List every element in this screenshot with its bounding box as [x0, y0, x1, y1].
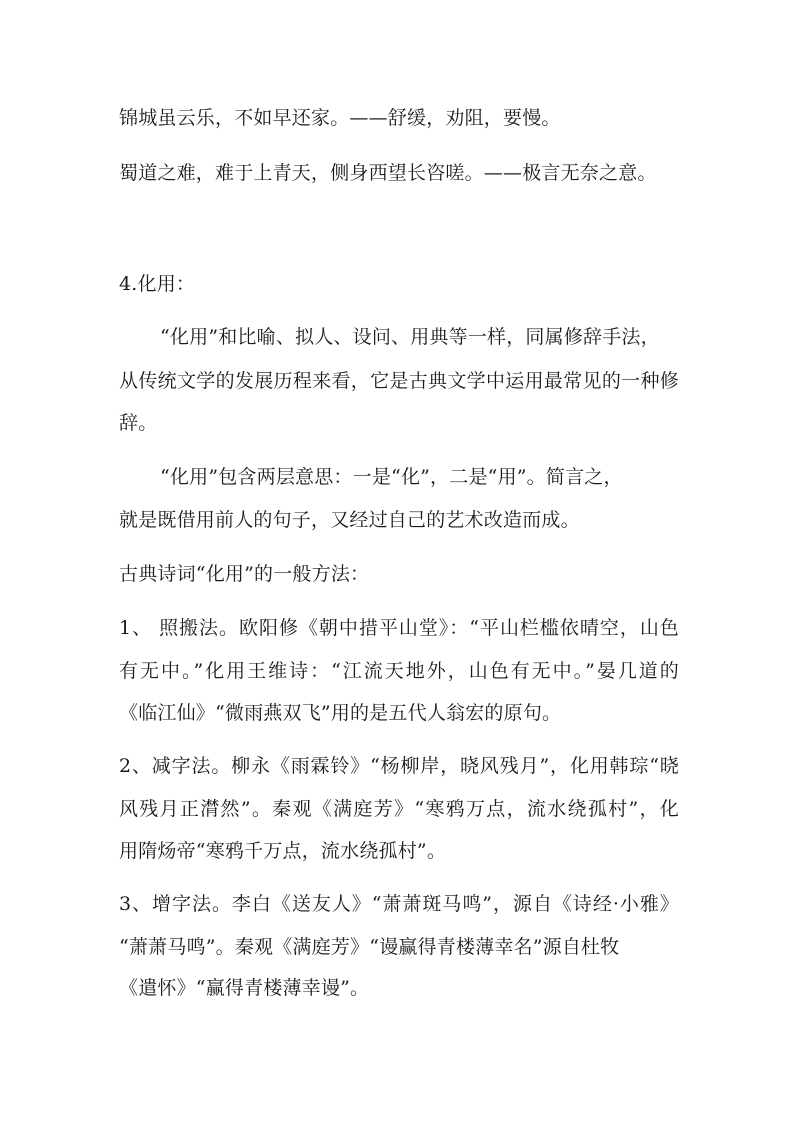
list-item-line: “萧萧马鸣”。秦观《满庭芳》“谩赢得青楼薄幸名”源自杜牧	[119, 936, 620, 958]
list-item-line: 《遣怀》“赢得青楼薄幸谩”。	[119, 977, 370, 999]
list-item-line: 风残月正潸然”。秦观《满庭芳》“寒鸦万点，流水绕孤村”，化	[119, 798, 679, 820]
paragraph-line: “化用”包含两层意思：一是“化”，二是“用”。简言之，	[160, 466, 623, 488]
list-item-line: 3、增字法。李白《送友人》“萧萧斑马鸣”，源自《诗经·小雅》	[119, 893, 679, 915]
text-line: 锦城虽云乐，不如早还家。——舒缓，劝阻，要慢。	[119, 107, 561, 129]
paragraph-line: 古典诗词“化用”的一般方法：	[119, 563, 370, 585]
paragraph-line: 从传统文学的发展历程来看，它是古典文学中运用最常见的一种修	[119, 370, 679, 392]
list-item-line: 《临江仙》“微雨燕双飞”用的是五代人翁宏的原句。	[119, 702, 562, 724]
paragraph-line: “化用”和比喻、拟人、设问、用典等一样，同属修辞手法，	[160, 326, 660, 348]
list-item-line: 1、 照搬法。欧阳修《朝中措平山堂》：“平山栏槛依晴空，山色	[119, 617, 679, 639]
list-item-line: 2、减字法。柳永《雨霖铃》“杨柳岸，晓风残月”，化用韩琮“晓	[119, 755, 679, 777]
paragraph-line: 辞。	[119, 412, 158, 434]
list-item-line: 有无中。”化用王维诗：“江流天地外，山色有无中。”晏几道的	[119, 660, 679, 682]
text-line: 蜀道之难，难于上青天，侧身西望长咨嗟。——极言无奈之意。	[119, 162, 657, 184]
section-heading: 4.化用：	[119, 273, 196, 295]
list-item-line: 用隋炀帝“寒鸦千万点，流水绕孤村”。	[119, 840, 447, 862]
paragraph-line: 就是既借用前人的句子，又经过自己的艺术改造而成。	[119, 509, 580, 531]
